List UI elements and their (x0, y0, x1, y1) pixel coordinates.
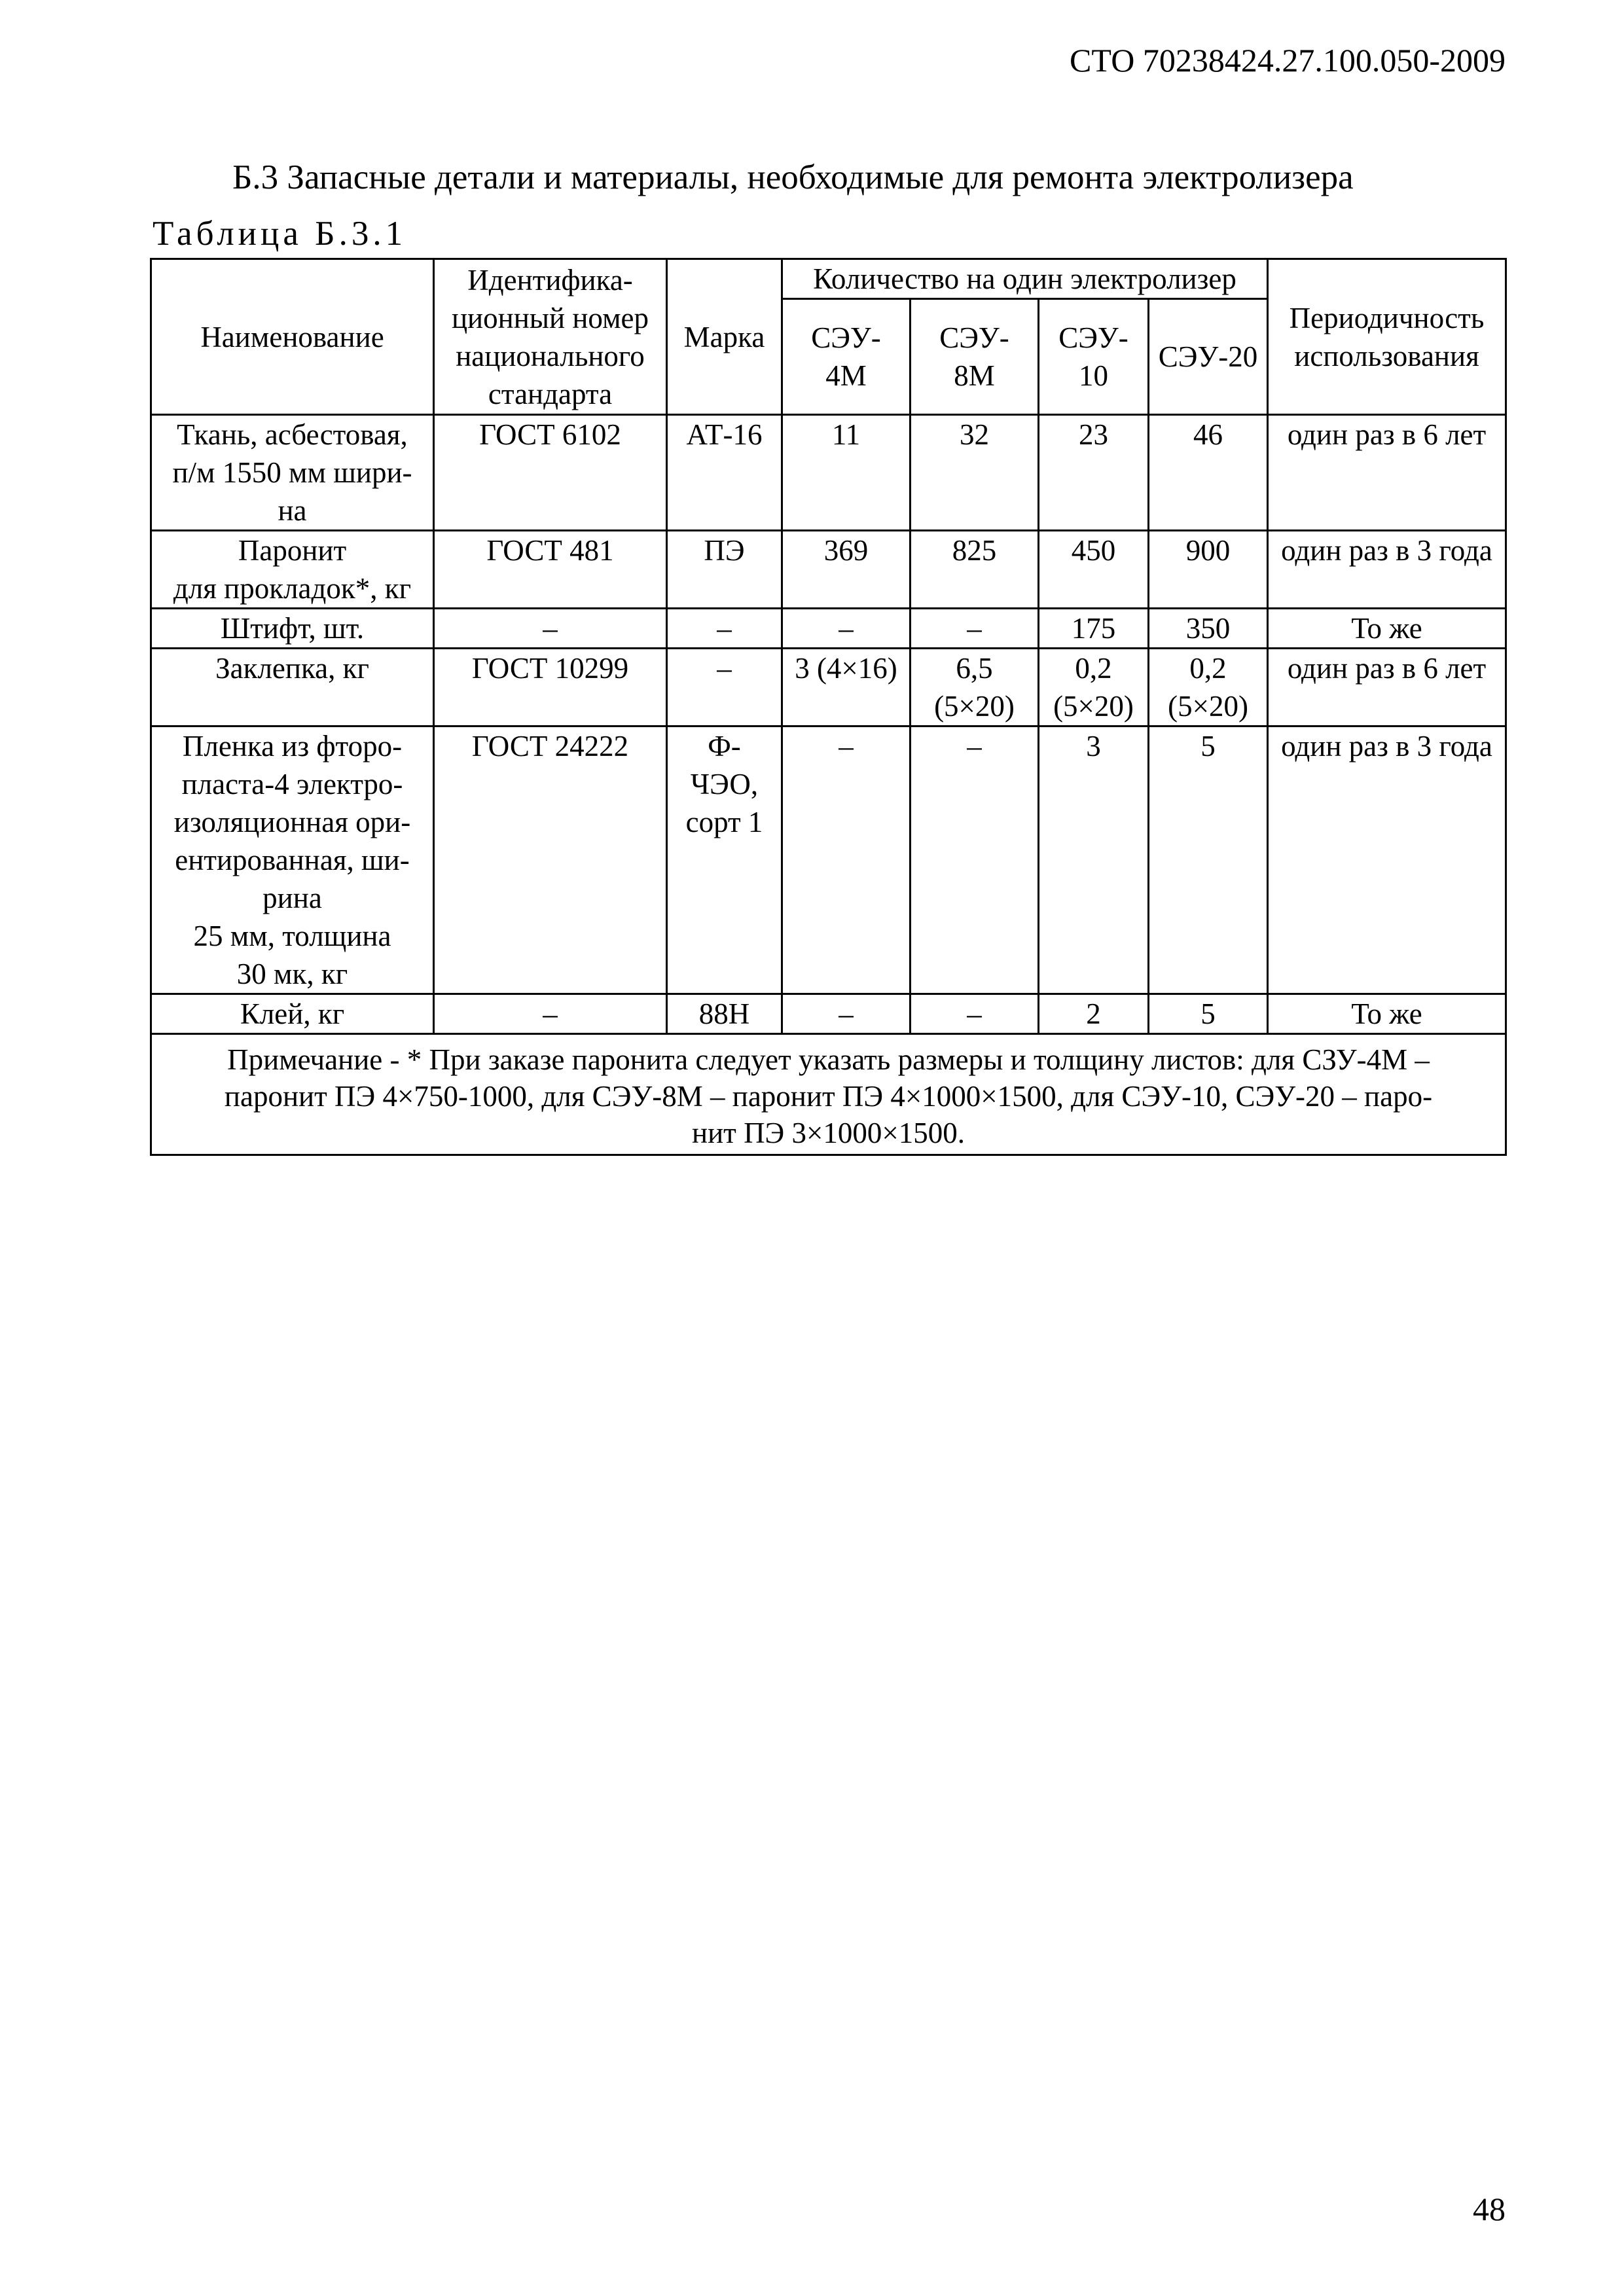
column-header-seu-8m: СЭУ- 8М (911, 299, 1039, 415)
cell-seu-20 (1149, 531, 1268, 609)
cell-line: изоляционная ори- (173, 806, 411, 838)
column-header-seu-20: СЭУ-20 (1149, 299, 1268, 415)
cell-line: – (717, 612, 732, 645)
column-header-quantity-group: Количество на один электролизер (782, 259, 1268, 299)
cell-standard (434, 726, 667, 994)
cell-seu-20 (1149, 994, 1268, 1034)
table-body (151, 415, 1506, 1155)
cell-seu-10 (1039, 994, 1149, 1034)
cell-line: 175 (1071, 612, 1116, 645)
cell-text: ГОСТ 481 (486, 534, 614, 567)
cell-line: – (967, 612, 982, 645)
cell-seu-8m (911, 531, 1039, 609)
cell-line: ЧЭО, (690, 768, 759, 800)
cell-text: То же (1351, 612, 1422, 645)
table-row (151, 994, 1506, 1034)
cell-line: Ф- (708, 730, 741, 762)
cell-line: 0,2 (1189, 652, 1227, 685)
cell-line: Ткань, асбестовая, (177, 418, 408, 451)
cell-seu-10 (1039, 609, 1149, 649)
cell-seu-8m (911, 726, 1039, 994)
cell-name (151, 415, 434, 531)
cell-periodicity (1268, 415, 1506, 531)
table-caption: Таблица Б.3.1 (153, 215, 407, 253)
cell-text: – (543, 997, 558, 1030)
cell-standard (434, 994, 667, 1034)
cell-line: 825 (952, 534, 997, 567)
cell-line: 46 (1193, 418, 1223, 451)
cell-text: один раз в 6 лет (1287, 652, 1487, 685)
cell-name (151, 994, 434, 1034)
cell-line: ентированная, ши- (175, 844, 410, 876)
document-code: СТО 70238424.27.100.050-2009 (1070, 42, 1506, 79)
cell-periodicity (1268, 649, 1506, 726)
cell-line: (5×20) (1053, 690, 1134, 723)
cell-line: Пленка из фторо- (182, 730, 403, 762)
cell-seu-8m (911, 994, 1039, 1034)
cell-standard (434, 609, 667, 649)
column-header-brand: Марка (667, 259, 782, 415)
cell-line: для прокладок*, кг (173, 572, 412, 605)
cell-text: один раз в 3 года (1281, 730, 1492, 762)
cell-seu-10 (1039, 531, 1149, 609)
cell-name (151, 649, 434, 726)
column-header-standard: Идентифика- ционный номер национального стандарта (434, 259, 667, 415)
cell-line: 5 (1200, 997, 1216, 1030)
cell-brand (667, 415, 782, 531)
cell-seu-4m (782, 415, 911, 531)
cell-standard (434, 415, 667, 531)
cell-line: 450 (1071, 534, 1116, 567)
cell-seu-10 (1039, 415, 1149, 531)
cell-seu-20 (1149, 649, 1268, 726)
cell-standard (434, 649, 667, 726)
table-row (151, 415, 1506, 531)
cell-seu-4m (782, 649, 911, 726)
cell-line: – (839, 612, 854, 645)
cell-line: – (717, 652, 732, 685)
cell-line: на (278, 494, 307, 527)
cell-line: АТ-16 (686, 418, 763, 451)
spare-parts-table (150, 258, 1507, 1156)
cell-line: 25 мм, толщина (193, 920, 391, 952)
column-header-seu-10: СЭУ- 10 (1039, 299, 1149, 415)
cell-seu-10 (1039, 649, 1149, 726)
cell-line: п/м 1550 мм шири- (172, 456, 412, 489)
cell-seu-4m (782, 609, 911, 649)
cell-line: 0,2 (1075, 652, 1112, 685)
column-header-seu-4m: СЭУ- 4М (782, 299, 911, 415)
cell-line: (5×20) (934, 690, 1015, 723)
cell-line: 900 (1185, 534, 1231, 567)
cell-seu-20 (1149, 415, 1268, 531)
cell-line: 5 (1200, 730, 1216, 762)
table-row (151, 726, 1506, 994)
cell-seu-4m (782, 531, 911, 609)
cell-brand (667, 531, 782, 609)
cell-line: пласта-4 электро- (181, 768, 403, 800)
cell-line: – (967, 730, 982, 762)
header-row-1 (151, 259, 1506, 299)
cell-text: ГОСТ 10299 (471, 652, 629, 685)
cell-line: 3 (4×16) (795, 652, 897, 685)
cell-line: 2 (1086, 997, 1101, 1030)
cell-line: 32 (960, 418, 989, 451)
cell-line: 369 (823, 534, 869, 567)
cell-line: ПЭ (704, 534, 745, 567)
cell-line: рина (262, 882, 322, 914)
cell-name (151, 726, 434, 994)
cell-standard (434, 531, 667, 609)
cell-seu-4m (782, 726, 911, 994)
cell-seu-20 (1149, 609, 1268, 649)
cell-text: ГОСТ 6102 (479, 418, 621, 451)
cell-text: один раз в 6 лет (1287, 418, 1487, 451)
cell-brand (667, 609, 782, 649)
cell-periodicity (1268, 994, 1506, 1034)
cell-periodicity (1268, 726, 1506, 994)
cell-name (151, 609, 434, 649)
cell-periodicity (1268, 531, 1506, 609)
cell-seu-4m (782, 994, 911, 1034)
column-header-name: Наименование (151, 259, 434, 415)
cell-line: 3 (1086, 730, 1101, 762)
page-number: 48 (1473, 2191, 1506, 2227)
cell-text: – (543, 612, 558, 645)
cell-seu-8m (911, 649, 1039, 726)
cell-text: То же (1351, 997, 1422, 1030)
cell-line: 6,5 (956, 652, 993, 685)
cell-line: – (967, 997, 982, 1030)
cell-line: Клей, кг (240, 997, 345, 1030)
section-title: Б.3 Запасные детали и материалы, необходимые для ремонта электролизера (232, 158, 1354, 196)
cell-line: – (839, 997, 854, 1030)
cell-line: 11 (831, 418, 861, 451)
cell-seu-8m (911, 609, 1039, 649)
table-row (151, 531, 1506, 609)
cell-seu-8m (911, 415, 1039, 531)
cell-line: 30 мк, кг (236, 958, 348, 990)
table-row (151, 609, 1506, 649)
cell-seu-20 (1149, 726, 1268, 994)
cell-text: ГОСТ 24222 (471, 730, 629, 762)
cell-text: один раз в 3 года (1281, 534, 1492, 567)
cell-line: 23 (1079, 418, 1108, 451)
cell-line: 350 (1185, 612, 1231, 645)
cell-line: (5×20) (1168, 690, 1248, 723)
cell-line: Заклепка, кг (215, 652, 369, 685)
table-note: Примечание - * При заказе паронита следует указать размеры и толщину листов: для СЗУ-4М – паронит ПЭ 4×750-1000, для СЭУ-8М – паронит ПЭ 4×1000×1500, для СЭУ-10, СЭУ-20 – паро- нит ПЭ 3×1000×1500. (151, 1034, 1506, 1155)
cell-periodicity (1268, 609, 1506, 649)
cell-line: Штифт, шт. (220, 612, 365, 645)
cell-brand (667, 726, 782, 994)
cell-line: – (839, 730, 854, 762)
cell-line: 88Н (698, 997, 750, 1030)
column-header-periodicity: Периодичность использования (1268, 259, 1506, 415)
note-row (151, 1034, 1506, 1155)
cell-name (151, 531, 434, 609)
table-row (151, 649, 1506, 726)
cell-line: сорт 1 (685, 806, 763, 838)
cell-seu-10 (1039, 726, 1149, 994)
cell-line: Паронит (238, 534, 347, 567)
cell-brand (667, 649, 782, 726)
cell-brand (667, 994, 782, 1034)
